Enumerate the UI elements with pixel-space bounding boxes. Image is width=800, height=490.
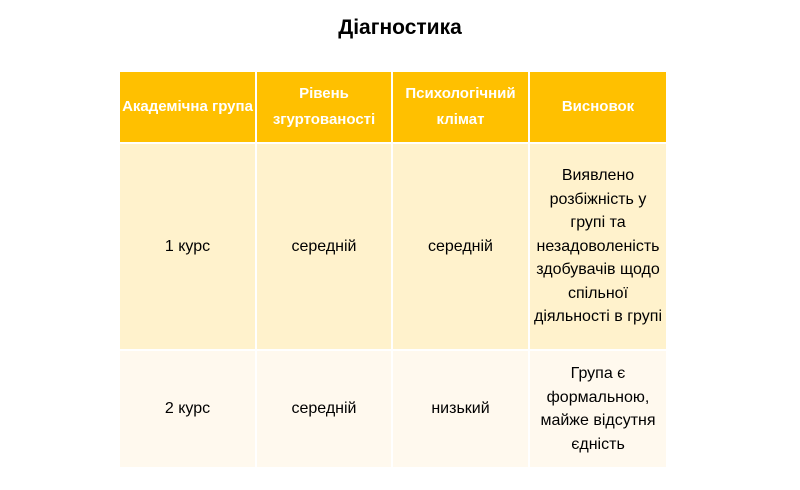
cell-cohesion: середній (256, 143, 392, 350)
cell-conclusion: Виявлено розбіжність у групі та незадоволеність здобувачів щодо спільної діяльності в групі (529, 143, 666, 350)
cell-conclusion: Група є формальною, майже відсутня єдність (529, 350, 666, 468)
header-cohesion-level: Рівень згуртованості (256, 72, 392, 143)
diagnostics-table (120, 72, 666, 469)
cell-cohesion: середній (256, 350, 392, 468)
header-psychological-climate: Психологічний клімат (392, 72, 529, 143)
header-academic-group: Академічна група (120, 72, 256, 143)
cell-group: 2 курс (120, 350, 256, 468)
cell-group: 1 курс (120, 143, 256, 350)
cell-climate: низький (392, 350, 529, 468)
header-conclusion: Висновок (529, 72, 666, 143)
slide-title: Діагностика (338, 16, 462, 39)
table-row (120, 350, 666, 468)
table-header-row (120, 72, 666, 143)
table-row (120, 143, 666, 350)
cell-climate: середній (392, 143, 529, 350)
